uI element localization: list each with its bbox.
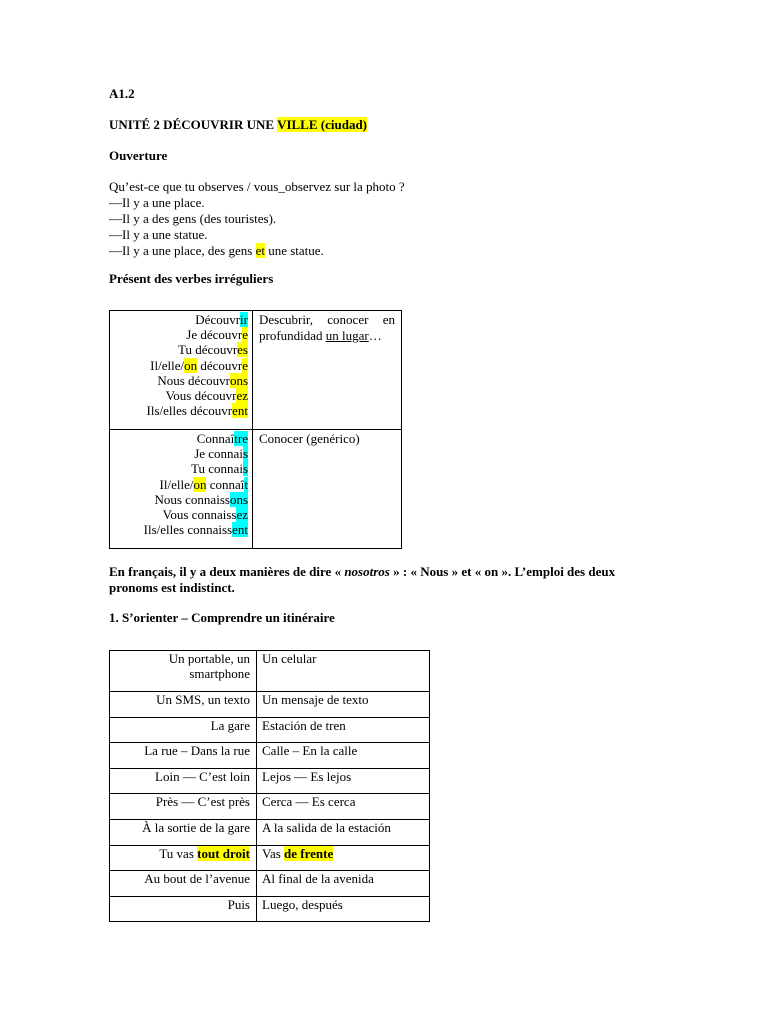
verb-form: Il/elle/on connaît [159,476,248,492]
verb-row-connaitre [110,430,402,549]
vocab-fr: Puis [110,896,257,922]
opening-answer-1: —Il y a une place. [109,195,205,210]
vocab-row [110,871,430,897]
verbs-heading: Présent des verbes irréguliers [109,271,274,286]
vocab-row [110,896,430,922]
vocab-es: Un mensaje de texto [257,692,430,718]
verb-forms-cell [110,430,253,549]
vocab-fr: Un portable, un smartphone [110,651,257,692]
vocab-es: Luego, después [257,896,430,922]
vocab-fr: Loin — C’est loin [110,768,257,794]
vocab-row [110,845,430,871]
verb-form: Ils/elles connaissent [143,522,248,538]
verb-meaning-cell: Conocer (genérico) [253,430,402,549]
unit-title [109,117,367,133]
opening-answer-3: —Il y a une statue. [109,227,208,242]
vocab-fr: Au bout de l’avenue [110,871,257,897]
vocab-row [110,768,430,794]
vocab-fr: Tu vas tout droit [110,845,257,871]
verb-form: Ils/elles découvrent [146,403,248,419]
vocab-es: Cerca — Es cerca [257,794,430,820]
vocab-es: Lejos — Es lejos [257,768,430,794]
vocab-fr: À la sortie de la gare [110,819,257,845]
vocab-fr: Un SMS, un texto [110,692,257,718]
verb-form: Il/elle/on découvre [150,357,248,373]
unit-title-highlight: VILLE (ciudad) [277,117,368,132]
verb-form: Connaître [196,431,248,446]
vocab-fr: La rue – Dans la rue [110,743,257,769]
opening-answer-2: —Il y a des gens (des touristes). [109,211,277,226]
opening-question: Qu’est-ce que tu observes / vous_observez sur la photo ? [109,179,405,194]
vocab-row [110,819,430,845]
vocab-fr: Près — C’est près [110,794,257,820]
opening-block [109,179,405,259]
vocab-row [110,651,430,692]
vocab-fr: La gare [110,717,257,743]
vocab-row [110,794,430,820]
vocab-row [110,743,430,769]
vocab-es: Al final de la avenida [257,871,430,897]
verb-form: Tu connais [191,461,248,477]
vocab-es: Vas de frente [257,845,430,871]
level-label: A1.2 [109,86,135,101]
vocab-table [109,650,430,922]
unit-title-prefix: UNITÉ 2 DÉCOUVRIR UNE [109,117,278,132]
vocab-row [110,692,430,718]
verb-form: Vous connaissez [162,506,248,522]
section1-heading: 1. S’orienter – Comprendre un itinéraire [109,610,335,625]
verb-meaning-cell: Descubrir, conocer en profundidad un lugar… [253,311,402,430]
verb-form: Découvrir [195,312,248,327]
vocab-es: A la salida de la estación [257,819,430,845]
vocab-es: Estación de tren [257,717,430,743]
pronoun-note: En français, il y a deux manières de dire « nosotros » : « Nous » et « on ». L’emploi des deux pronoms est indistinct. [109,564,616,595]
verb-form: Vous découvrez [165,387,248,403]
opening-answer-4: —Il y a une place, des gens et une statue. [109,243,324,258]
verb-form: Nous connaissons [154,491,248,507]
verb-form: Je découvre [186,327,248,343]
verb-row-decouvrir [110,311,402,430]
verb-conjugation-table [109,310,402,549]
verb-forms-cell [110,311,253,430]
vocab-row [110,717,430,743]
vocab-es: Calle – En la calle [257,743,430,769]
vocab-es: Un celular [257,651,430,692]
verb-form: Je connais [194,446,248,462]
verb-form: Nous découvrons [157,372,248,388]
verb-form: Tu découvres [178,342,248,358]
opening-heading: Ouverture [109,148,168,163]
